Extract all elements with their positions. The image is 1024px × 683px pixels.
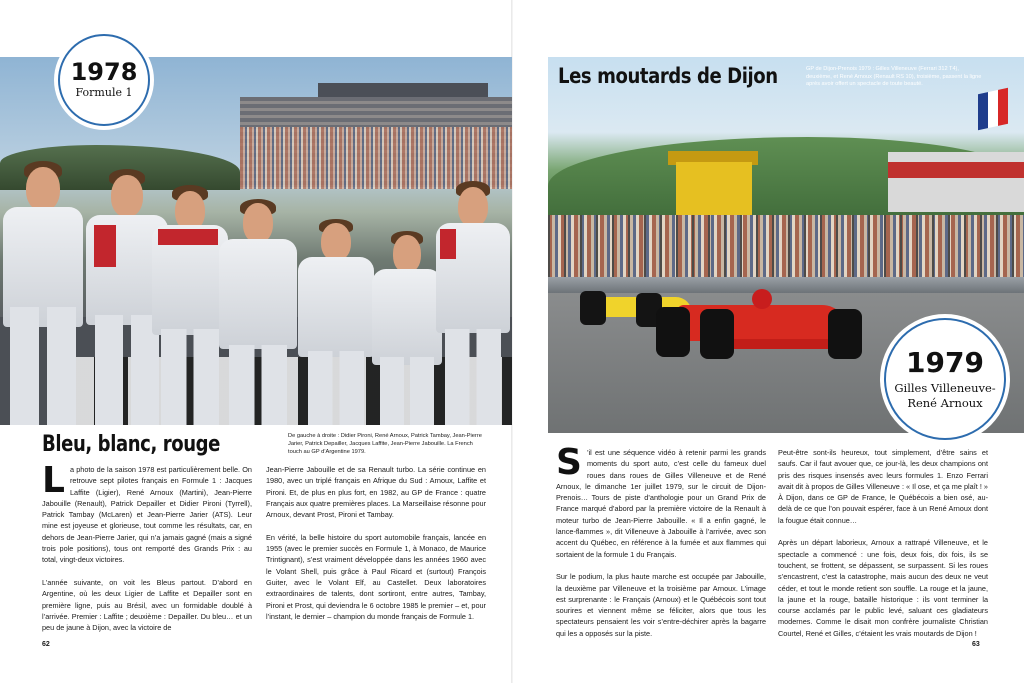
dropcap: L: [42, 460, 65, 501]
driver-figure: [296, 135, 376, 425]
text-column-3: [556, 442, 766, 639]
text-column-2: [266, 464, 486, 622]
text-column-1: [42, 460, 252, 633]
pit-building: [888, 152, 1024, 212]
badge-label-line1: Gilles Villeneuve-: [894, 381, 996, 395]
badge-year: 1978: [70, 58, 138, 86]
badge-label: Formule 1: [75, 86, 133, 99]
paragraph: Sur le podium, la plus haute marche est occupée par Jabouille, la deuxième par Villeneuve et la troisième par Arnoux. L’image est surprenante : le Français (Arnoux) et le Québécois sont tout sourires et viennent même se féliciter, alors que tous les spectateurs pensaient les voir s’entre-déchirer après la bagarre qui les a opposés sur la piste.: [556, 572, 766, 638]
page-title-right: Les moutards de Dijon: [558, 64, 778, 88]
driver-figure: [434, 125, 512, 425]
paragraph: Peut-être sont-ils heureux, tout simplement, d’être sains et saufs. Car il faut avouer que, ce jour-là, les deux champions ont pris des risques insensés avec leurs formules 1. Enzo Ferrari avait dit à propos de Gilles Villeneuve : « Il ose, et ça me plaît ! » À Dijon, dans ce GP de France, le Québécois a bien osé, au-delà de ce que l’on pouvait espérer, face à un René Arnoux dont la fougue était connue…: [778, 448, 988, 525]
badge-year: 1979: [906, 346, 984, 379]
paragraph: En vérité, la belle histoire du sport automobile français, lancée en 1955 (avec le premier succès en Formule 1, à Monaco, de Maurice Trintignant), s’est vraiment développée dans les années 1960 avec le Volant Shell, puis grâce à Paul Ricard et (surtout) François Guiter, avec le Volant Elf, au Castellet. Deux laboratoires extraordinaires de talents, dont sortiront, entre autres, Tambay, Pironi et Prost, qui deviendra le 6 octobre 1985 le premier – et, pour l’instant, le dernier – champion du monde français de Formule 1.: [266, 532, 486, 621]
photo-caption-left: De gauche à droite : Didier Pironi, René Arnoux, Patrick Tambay, Jean-Pierre Jarier, Patrick Depailler, Jacques Laffite, Jean-Pierre Jabouille. La French touch au GP d’Argentine 1979.: [288, 433, 482, 456]
driver-figure: [0, 107, 86, 425]
driver-figure: [370, 143, 444, 425]
paragraph: L’année suivante, on voit les Bleus partout. D’abord en Argentine, où les deux Ligier de Laffite et Depailler sont en première ligne, puis au Brésil, avec un formidable doublé à l’arrivée. Premier : Laffite ; deuxième : Depailler. Du bleu… et un peu de jaune à Dijon, avec la victoire de: [42, 577, 252, 633]
driver-figure: [218, 129, 298, 425]
year-badge-1979: [884, 318, 1006, 440]
year-badge-1978: [58, 34, 150, 126]
spectator-fence: [548, 215, 1024, 277]
paragraph: Jean-Pierre Jabouille et de sa Renault turbo. La série continue en 1980, avec un triplé français en Afrique du Sud : Arnoux, Laffite et Pironi. Et, de plus en plus fort, en 1982, au GP de France : quatre Français aux quatre premières places. La Marseillaise résonne pour Arnoux, devant Prost, Pironi et Tambay.: [266, 465, 486, 520]
badge-label-line2: René Arnoux: [907, 396, 983, 410]
page-title-left: Bleu, blanc, rouge: [42, 432, 220, 457]
ferrari-car: [656, 279, 866, 363]
page-number-left: 62: [42, 641, 50, 648]
paragraph: Après un départ laborieux, Arnoux a rattrapé Villeneuve, et le spectacle a commencé : une fois, deux fois, dix fois, ils se touchent, se frottent, se dépassent, se surpassent. Si les roues s’encastrent, c’est la catastrophe, mais aucun des deux ne veut céder, et tout le monde retient son souffle. La rouge et la jaune, la jaune et la rouge, bataille historique : ils vont terminer la course acclamés par le public levé, saluant ces gladiateurs modernes. Comme le disait mon confrère journaliste Christian Courtel, René et Gilles, c’étaient les vrais moutards de Dijon !: [778, 538, 988, 638]
text-column-4: [778, 447, 988, 639]
french-flag: [978, 88, 1008, 130]
page-number-right: 63: [972, 641, 980, 648]
photo-caption-right: GP de Dijon-Prenois 1979 : Gilles Villeneuve (Ferrari 312 T4), deuxième, et René Arnoux (Renault RS 10), troisième, passent la ligne après avoir offert un spectacle de toute beauté.: [806, 66, 982, 88]
paragraph: a photo de la saison 1978 est particulièrement belle. On retrouve sept pilotes français en Formule 1 : Jacques Laffite (Ligier), René Arnoux (Martini), Jean-Pierre Jabouille (Renault), Patrick Depailler et Didier Pironi (Tyrrell), Patrick Tambay (McLaren) et Jean-Pierre Jarier (ATS). Leur mine est joyeuse et glorieuse, tout comme les résultats, car, en dehors de Jean-Pierre Jarier, qui n’a jamais gagné (mais a signé trois pole positions), tous ont remporté des Grands Prix : au total, vingt-deux victoires.: [42, 465, 252, 565]
paragraph: ’il est une séquence vidéo à retenir parmi les grands moments du sport auto, c’est celle du fameux duel roues dans roues de Gilles Villeneuve et de René Arnoux, le dimanche 1er juillet 1979, sur le circuit de Dijon-Prenois… Tours de piste d’anthologie pour un Grand Prix de France marqué d’abord par la première victoire de la Renault à moteur turbo de Jean-Pierre Jabouille. « Il a enfin gagné, le lance-flammes », dit Villeneuve à Jabouille à l’arrivée, avec son accent du Québec, en référence à la fumée et aux flammes qui sortaient de la formule 1 du Français.: [556, 448, 766, 559]
dropcap: S: [556, 442, 582, 483]
